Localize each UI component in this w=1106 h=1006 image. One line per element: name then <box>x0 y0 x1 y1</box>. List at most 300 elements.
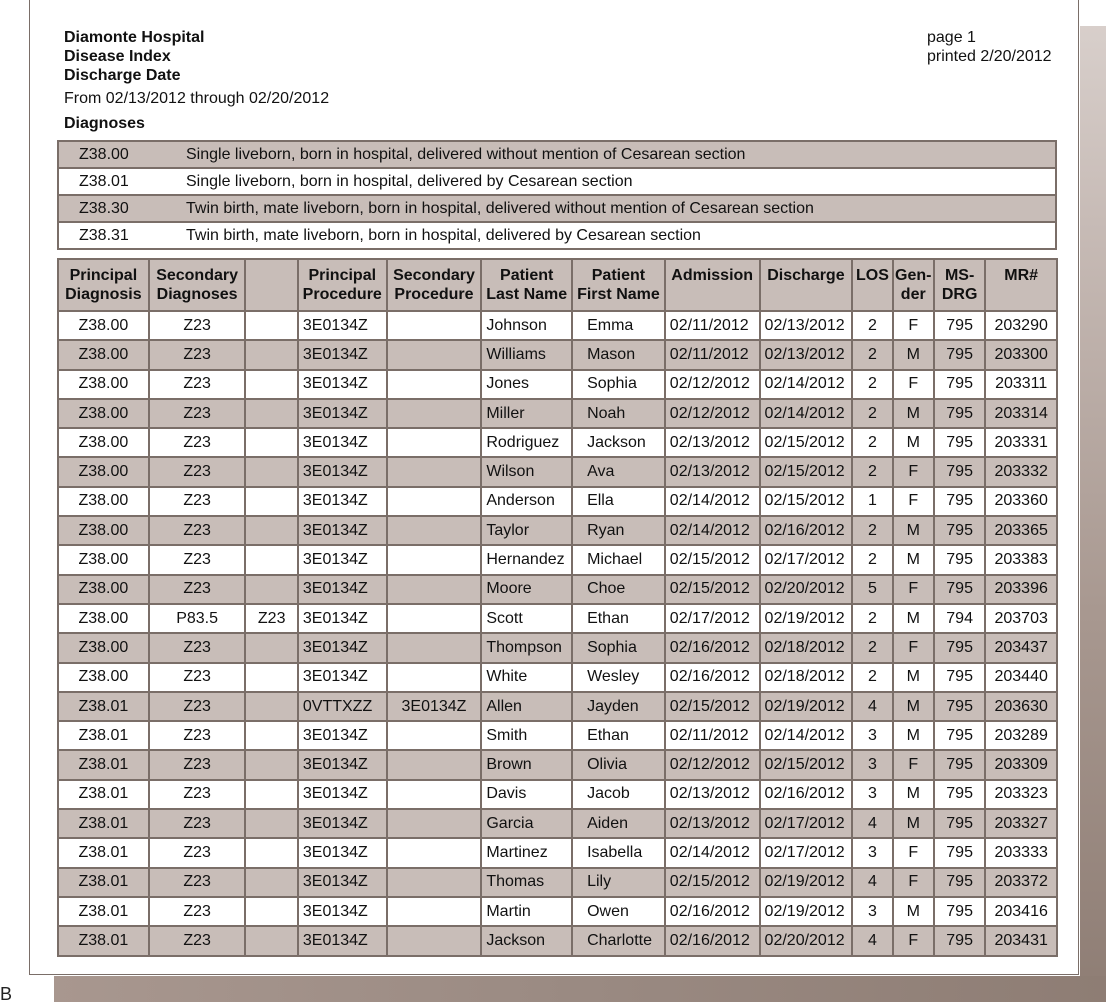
cell-mr-number: 203703 <box>985 604 1057 633</box>
table-row <box>58 663 1057 692</box>
cell-secondary-procedure <box>387 428 482 457</box>
cell-principal-diagnosis: Z38.01 <box>58 897 149 926</box>
cell-principal-procedure: 3E0134Z <box>298 750 387 779</box>
diagnosis-description: Single liveborn, born in hospital, delivered without mention of Cesarean section <box>186 141 1056 168</box>
header-line: Admission <box>671 267 754 284</box>
cell-mr-number: 203289 <box>985 721 1057 750</box>
cell-principal-procedure: 3E0134Z <box>298 428 387 457</box>
cell-length-of-stay: 4 <box>852 809 892 838</box>
cell-secondary-diagnosis: Z23 <box>149 545 246 574</box>
cell-last-name: Johnson <box>481 311 572 340</box>
cell-principal-diagnosis: Z38.01 <box>58 868 149 897</box>
table-row <box>58 750 1057 779</box>
cell-length-of-stay: 4 <box>852 692 892 721</box>
cell-secondary-diagnosis-2: Z23 <box>245 604 297 633</box>
diagnosis-description: Single liveborn, born in hospital, delivered by Cesarean section <box>186 168 1056 195</box>
cell-principal-diagnosis: Z38.01 <box>58 780 149 809</box>
page-shadow-right <box>1080 26 1106 1002</box>
cell-secondary-diagnosis: Z23 <box>149 868 246 897</box>
cell-last-name: Jones <box>481 370 572 399</box>
column-header-secondary-diagnoses <box>149 259 246 311</box>
header-line: Diagnoses <box>156 286 238 303</box>
header-line: Patient <box>591 267 646 284</box>
cell-length-of-stay: 2 <box>852 457 892 486</box>
cell-ms-drg: 795 <box>934 780 985 809</box>
cell-discharge-date: 02/17/2012 <box>760 838 853 867</box>
cell-last-name: Williams <box>481 340 572 369</box>
cell-secondary-diagnosis: Z23 <box>149 311 246 340</box>
cell-secondary-diagnosis: Z23 <box>149 809 246 838</box>
cell-ms-drg: 795 <box>934 809 985 838</box>
cell-gender: M <box>893 663 934 692</box>
cell-discharge-date: 02/14/2012 <box>760 399 853 428</box>
cell-last-name: Moore <box>481 575 572 604</box>
cell-principal-diagnosis: Z38.00 <box>58 428 149 457</box>
cell-secondary-diagnosis: Z23 <box>149 399 246 428</box>
cell-secondary-procedure <box>387 838 482 867</box>
cell-first-name: Sophia <box>572 633 665 662</box>
cell-secondary-diagnosis: Z23 <box>149 663 246 692</box>
cell-ms-drg: 795 <box>934 926 985 955</box>
cell-secondary-diagnosis: Z23 <box>149 575 246 604</box>
cell-principal-procedure: 3E0134Z <box>298 633 387 662</box>
cell-admission-date: 02/14/2012 <box>665 838 760 867</box>
cell-first-name: Ethan <box>572 604 665 633</box>
cell-gender: M <box>893 340 934 369</box>
cell-length-of-stay: 2 <box>852 340 892 369</box>
cell-mr-number: 203396 <box>985 575 1057 604</box>
table-row <box>58 516 1057 545</box>
cell-principal-procedure: 3E0134Z <box>298 663 387 692</box>
cell-principal-procedure: 3E0134Z <box>298 575 387 604</box>
cell-principal-diagnosis: Z38.00 <box>58 399 149 428</box>
cell-admission-date: 02/16/2012 <box>665 663 760 692</box>
table-row <box>58 575 1057 604</box>
column-header-principal-diagnosis <box>58 259 149 311</box>
cell-ms-drg: 794 <box>934 604 985 633</box>
table-row <box>58 545 1057 574</box>
table-row <box>58 340 1057 369</box>
cell-admission-date: 02/15/2012 <box>665 545 760 574</box>
cell-ms-drg: 795 <box>934 545 985 574</box>
cell-length-of-stay: 2 <box>852 604 892 633</box>
date-range: From 02/13/2012 through 02/20/2012 <box>64 90 330 107</box>
patient-table <box>57 258 1058 957</box>
cell-mr-number: 203314 <box>985 399 1057 428</box>
cell-principal-diagnosis: Z38.00 <box>58 487 149 516</box>
cell-mr-number: 203360 <box>985 487 1057 516</box>
table-row <box>58 897 1057 926</box>
header-line: Procedure <box>302 286 382 303</box>
cell-principal-diagnosis: Z38.00 <box>58 575 149 604</box>
cell-mr-number: 203327 <box>985 809 1057 838</box>
cell-admission-date: 02/14/2012 <box>665 516 760 545</box>
cell-principal-diagnosis: Z38.00 <box>58 663 149 692</box>
cell-first-name: Owen <box>572 897 665 926</box>
cell-secondary-procedure <box>387 750 482 779</box>
cell-principal-procedure: 0VTTXZZ <box>298 692 387 721</box>
cell-discharge-date: 02/19/2012 <box>760 868 853 897</box>
cell-mr-number: 203290 <box>985 311 1057 340</box>
cell-secondary-diagnosis-2 <box>245 311 297 340</box>
cell-secondary-procedure <box>387 457 482 486</box>
cell-mr-number: 203309 <box>985 750 1057 779</box>
cell-last-name: Martin <box>481 897 572 926</box>
cell-first-name: Michael <box>572 545 665 574</box>
report-meta <box>927 28 1052 66</box>
cell-secondary-diagnosis: P83.5 <box>149 604 246 633</box>
report-page <box>29 0 1079 975</box>
cell-discharge-date: 02/18/2012 <box>760 633 853 662</box>
diagnoses-heading: Diagnoses <box>64 115 145 132</box>
cell-principal-diagnosis: Z38.00 <box>58 633 149 662</box>
cell-principal-procedure: 3E0134Z <box>298 457 387 486</box>
header-line: MS- <box>944 267 975 284</box>
cell-principal-diagnosis: Z38.01 <box>58 809 149 838</box>
cell-secondary-diagnosis-2 <box>245 516 297 545</box>
cell-first-name: Ava <box>572 457 665 486</box>
cell-secondary-diagnosis: Z23 <box>149 926 246 955</box>
cell-principal-procedure: 3E0134Z <box>298 721 387 750</box>
cell-principal-procedure: 3E0134Z <box>298 897 387 926</box>
cell-secondary-procedure <box>387 780 482 809</box>
cell-ms-drg: 795 <box>934 457 985 486</box>
cell-gender: F <box>893 926 934 955</box>
hospital-name: Diamonte Hospital <box>64 29 205 46</box>
cell-discharge-date: 02/13/2012 <box>760 311 853 340</box>
cell-first-name: Isabella <box>572 838 665 867</box>
cell-principal-procedure: 3E0134Z <box>298 926 387 955</box>
cell-secondary-procedure <box>387 926 482 955</box>
cell-ms-drg: 795 <box>934 897 985 926</box>
page-shadow-bottom <box>54 976 1106 1002</box>
cell-admission-date: 02/15/2012 <box>665 692 760 721</box>
cell-admission-date: 02/11/2012 <box>665 721 760 750</box>
cell-ms-drg: 795 <box>934 868 985 897</box>
cell-length-of-stay: 3 <box>852 897 892 926</box>
cell-secondary-diagnosis-2 <box>245 545 297 574</box>
cell-gender: F <box>893 457 934 486</box>
header-line: Principal <box>308 267 377 284</box>
cell-secondary-diagnosis: Z23 <box>149 370 246 399</box>
cell-gender: F <box>893 838 934 867</box>
column-header-los <box>852 259 892 311</box>
column-header-principal-procedure <box>298 259 387 311</box>
cell-secondary-diagnosis-2 <box>245 721 297 750</box>
diagnosis-code: Z38.31 <box>58 222 186 249</box>
cell-principal-procedure: 3E0134Z <box>298 780 387 809</box>
diagnosis-code: Z38.01 <box>58 168 186 195</box>
cell-admission-date: 02/15/2012 <box>665 575 760 604</box>
cell-gender: F <box>893 370 934 399</box>
column-header-extra-diagnosis <box>245 259 297 311</box>
cell-discharge-date: 02/19/2012 <box>760 692 853 721</box>
cell-mr-number: 203332 <box>985 457 1057 486</box>
cell-length-of-stay: 3 <box>852 721 892 750</box>
cell-length-of-stay: 2 <box>852 399 892 428</box>
cell-principal-diagnosis: Z38.01 <box>58 750 149 779</box>
diagnosis-code: Z38.00 <box>58 141 186 168</box>
column-header-mr <box>985 259 1057 311</box>
cell-gender: M <box>893 897 934 926</box>
cell-length-of-stay: 2 <box>852 311 892 340</box>
cell-principal-diagnosis: Z38.00 <box>58 311 149 340</box>
cell-ms-drg: 795 <box>934 340 985 369</box>
header-line: Procedure <box>394 286 474 303</box>
column-header-secondary-procedure <box>387 259 482 311</box>
cell-discharge-date: 02/18/2012 <box>760 663 853 692</box>
cell-secondary-diagnosis-2 <box>245 926 297 955</box>
table-row <box>58 868 1057 897</box>
cell-mr-number: 203383 <box>985 545 1057 574</box>
cell-gender: M <box>893 516 934 545</box>
page-number: page 1 <box>927 29 976 46</box>
cell-principal-diagnosis: Z38.01 <box>58 721 149 750</box>
cell-last-name: Anderson <box>481 487 572 516</box>
cell-admission-date: 02/13/2012 <box>665 428 760 457</box>
cell-secondary-diagnosis: Z23 <box>149 721 246 750</box>
cell-mr-number: 203372 <box>985 868 1057 897</box>
cell-admission-date: 02/16/2012 <box>665 926 760 955</box>
cell-ms-drg: 795 <box>934 311 985 340</box>
table-row <box>58 633 1057 662</box>
cell-ms-drg: 795 <box>934 516 985 545</box>
column-header-ms-drg <box>934 259 985 311</box>
diagnosis-row <box>58 168 1056 195</box>
cell-length-of-stay: 3 <box>852 838 892 867</box>
cell-discharge-date: 02/19/2012 <box>760 604 853 633</box>
cell-secondary-diagnosis-2 <box>245 399 297 428</box>
cell-principal-diagnosis: Z38.00 <box>58 516 149 545</box>
diagnosis-description: Twin birth, mate liveborn, born in hospital, delivered by Cesarean section <box>186 222 1056 249</box>
cell-gender: F <box>893 868 934 897</box>
header-line: Secondary <box>393 267 475 284</box>
header-line: Gen- <box>895 267 932 284</box>
table-row <box>58 457 1057 486</box>
cell-gender: F <box>893 575 934 604</box>
cell-gender: M <box>893 692 934 721</box>
cell-last-name: Brown <box>481 750 572 779</box>
cell-secondary-diagnosis: Z23 <box>149 340 246 369</box>
cell-ms-drg: 795 <box>934 575 985 604</box>
cell-first-name: Ella <box>572 487 665 516</box>
cell-first-name: Emma <box>572 311 665 340</box>
cell-secondary-procedure <box>387 721 482 750</box>
cell-secondary-diagnosis-2 <box>245 487 297 516</box>
cell-gender: M <box>893 721 934 750</box>
header-line: DRG <box>941 286 978 303</box>
cell-principal-procedure: 3E0134Z <box>298 516 387 545</box>
cell-length-of-stay: 2 <box>852 633 892 662</box>
cell-first-name: Mason <box>572 340 665 369</box>
cell-secondary-diagnosis: Z23 <box>149 750 246 779</box>
cell-gender: M <box>893 604 934 633</box>
cell-secondary-procedure <box>387 340 482 369</box>
cell-discharge-date: 02/15/2012 <box>760 487 853 516</box>
cell-last-name: White <box>481 663 572 692</box>
cell-last-name: Jackson <box>481 926 572 955</box>
cell-mr-number: 203431 <box>985 926 1057 955</box>
cell-admission-date: 02/11/2012 <box>665 311 760 340</box>
cell-first-name: Wesley <box>572 663 665 692</box>
cell-first-name: Jacob <box>572 780 665 809</box>
table-row <box>58 926 1057 955</box>
cell-mr-number: 203437 <box>985 633 1057 662</box>
cell-secondary-procedure <box>387 311 482 340</box>
cell-principal-diagnosis: Z38.00 <box>58 545 149 574</box>
table-row <box>58 399 1057 428</box>
header-line: First Name <box>577 286 660 303</box>
cell-secondary-diagnosis-2 <box>245 780 297 809</box>
cell-first-name: Choe <box>572 575 665 604</box>
cell-ms-drg: 795 <box>934 721 985 750</box>
cell-secondary-diagnosis: Z23 <box>149 838 246 867</box>
cell-principal-diagnosis: Z38.00 <box>58 604 149 633</box>
cell-length-of-stay: 2 <box>852 428 892 457</box>
cell-length-of-stay: 2 <box>852 516 892 545</box>
cell-secondary-diagnosis-2 <box>245 838 297 867</box>
cell-principal-procedure: 3E0134Z <box>298 868 387 897</box>
cell-mr-number: 203300 <box>985 340 1057 369</box>
cell-secondary-diagnosis-2 <box>245 370 297 399</box>
cell-gender: M <box>893 399 934 428</box>
column-header-discharge <box>760 259 853 311</box>
cell-gender: M <box>893 428 934 457</box>
cell-discharge-date: 02/14/2012 <box>760 721 853 750</box>
cell-principal-procedure: 3E0134Z <box>298 340 387 369</box>
cell-principal-procedure: 3E0134Z <box>298 838 387 867</box>
cell-secondary-diagnosis-2 <box>245 868 297 897</box>
cell-length-of-stay: 4 <box>852 868 892 897</box>
table-header-row <box>58 259 1057 311</box>
cell-last-name: Rodriguez <box>481 428 572 457</box>
cell-secondary-procedure <box>387 487 482 516</box>
cell-mr-number: 203630 <box>985 692 1057 721</box>
cell-gender: F <box>893 311 934 340</box>
cell-secondary-procedure <box>387 633 482 662</box>
cell-length-of-stay: 1 <box>852 487 892 516</box>
report-sort: Discharge Date <box>64 67 181 84</box>
report-header <box>64 28 329 133</box>
cell-admission-date: 02/12/2012 <box>665 399 760 428</box>
printed-date: printed 2/20/2012 <box>927 48 1052 65</box>
cell-admission-date: 02/13/2012 <box>665 457 760 486</box>
header-line: der <box>900 286 926 303</box>
cell-length-of-stay: 4 <box>852 926 892 955</box>
cell-last-name: Martinez <box>481 838 572 867</box>
cell-secondary-diagnosis: Z23 <box>149 516 246 545</box>
cell-ms-drg: 795 <box>934 370 985 399</box>
cell-secondary-diagnosis-2 <box>245 897 297 926</box>
cell-admission-date: 02/13/2012 <box>665 780 760 809</box>
diagnosis-row <box>58 141 1056 168</box>
cell-admission-date: 02/15/2012 <box>665 868 760 897</box>
cell-principal-diagnosis: Z38.01 <box>58 692 149 721</box>
cell-admission-date: 02/13/2012 <box>665 809 760 838</box>
cell-secondary-procedure <box>387 868 482 897</box>
cell-mr-number: 203440 <box>985 663 1057 692</box>
header-line: Patient <box>500 267 554 284</box>
cell-principal-procedure: 3E0134Z <box>298 487 387 516</box>
cell-gender: M <box>893 545 934 574</box>
cell-discharge-date: 02/20/2012 <box>760 575 853 604</box>
cell-gender: F <box>893 487 934 516</box>
cell-first-name: Ryan <box>572 516 665 545</box>
cell-secondary-diagnosis: Z23 <box>149 428 246 457</box>
table-row <box>58 311 1057 340</box>
cell-ms-drg: 795 <box>934 692 985 721</box>
cell-last-name: Davis <box>481 780 572 809</box>
column-header-gender <box>893 259 934 311</box>
cell-admission-date: 02/11/2012 <box>665 340 760 369</box>
cell-first-name: Jayden <box>572 692 665 721</box>
cell-principal-procedure: 3E0134Z <box>298 604 387 633</box>
cell-last-name: Garcia <box>481 809 572 838</box>
cell-last-name: Hernandez <box>481 545 572 574</box>
cell-gender: F <box>893 633 934 662</box>
diagnosis-description: Twin birth, mate liveborn, born in hospital, delivered without mention of Cesarean section <box>186 195 1056 222</box>
cell-secondary-diagnosis: Z23 <box>149 897 246 926</box>
cell-length-of-stay: 3 <box>852 750 892 779</box>
cell-discharge-date: 02/14/2012 <box>760 370 853 399</box>
column-header-admission <box>665 259 760 311</box>
cell-first-name: Lily <box>572 868 665 897</box>
cell-last-name: Scott <box>481 604 572 633</box>
cell-mr-number: 203323 <box>985 780 1057 809</box>
header-line: Secondary <box>156 267 238 284</box>
cell-last-name: Taylor <box>481 516 572 545</box>
cell-secondary-diagnosis-2 <box>245 633 297 662</box>
cell-secondary-diagnosis-2 <box>245 428 297 457</box>
header-line: Diagnosis <box>65 286 142 303</box>
header-line: MR# <box>1004 267 1039 284</box>
cell-first-name: Ethan <box>572 721 665 750</box>
figure-label: B <box>0 984 13 1004</box>
table-row <box>58 487 1057 516</box>
table-row <box>58 692 1057 721</box>
cell-secondary-diagnosis-2 <box>245 692 297 721</box>
cell-secondary-diagnosis-2 <box>245 340 297 369</box>
cell-mr-number: 203416 <box>985 897 1057 926</box>
column-header-first-name <box>572 259 665 311</box>
cell-discharge-date: 02/15/2012 <box>760 457 853 486</box>
report-title: Disease Index <box>64 48 171 65</box>
cell-secondary-procedure <box>387 399 482 428</box>
cell-length-of-stay: 3 <box>852 780 892 809</box>
cell-ms-drg: 795 <box>934 663 985 692</box>
cell-last-name: Thompson <box>481 633 572 662</box>
cell-first-name: Aiden <box>572 809 665 838</box>
cell-discharge-date: 02/19/2012 <box>760 897 853 926</box>
cell-first-name: Olivia <box>572 750 665 779</box>
cell-first-name: Sophia <box>572 370 665 399</box>
cell-length-of-stay: 5 <box>852 575 892 604</box>
cell-ms-drg: 795 <box>934 750 985 779</box>
cell-first-name: Noah <box>572 399 665 428</box>
cell-admission-date: 02/12/2012 <box>665 370 760 399</box>
cell-gender: M <box>893 809 934 838</box>
cell-secondary-diagnosis-2 <box>245 809 297 838</box>
cell-secondary-diagnosis-2 <box>245 457 297 486</box>
cell-admission-date: 02/16/2012 <box>665 633 760 662</box>
cell-discharge-date: 02/20/2012 <box>760 926 853 955</box>
diagnosis-row <box>58 195 1056 222</box>
table-row <box>58 838 1057 867</box>
cell-length-of-stay: 2 <box>852 370 892 399</box>
header-line: Last Name <box>486 286 568 303</box>
cell-secondary-procedure <box>387 663 482 692</box>
table-row <box>58 721 1057 750</box>
